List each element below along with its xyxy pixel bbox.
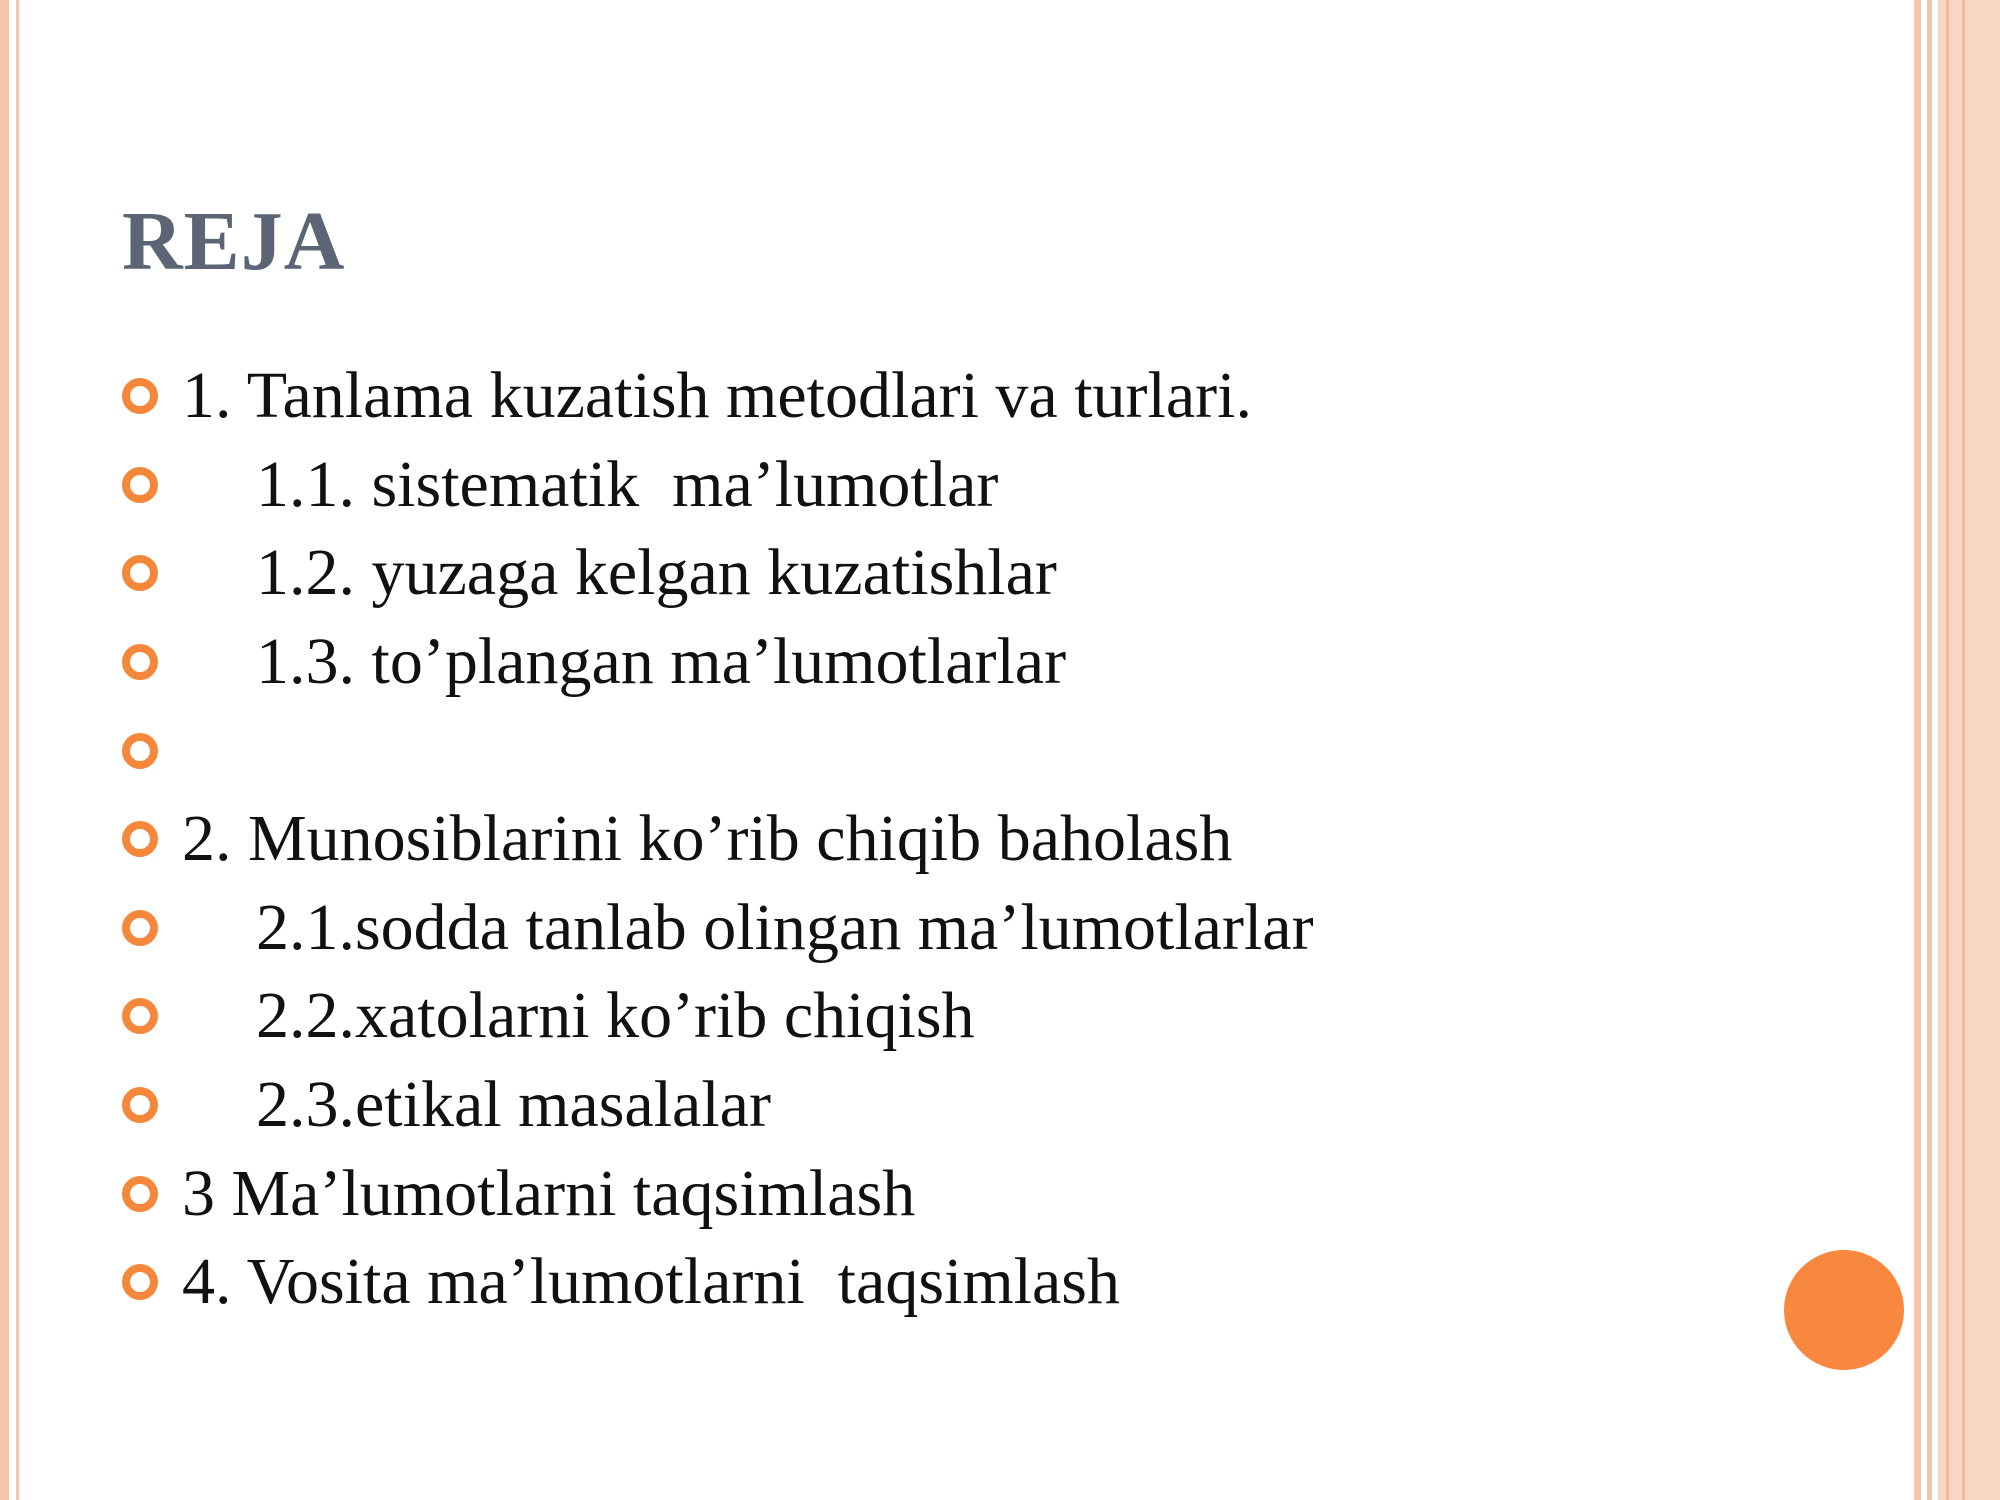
bullet-ring-icon bbox=[122, 644, 158, 680]
list-item bbox=[122, 884, 1314, 973]
bullet-ring-icon bbox=[122, 733, 158, 769]
list-item-text: 2.3.etikal masalalar bbox=[256, 1068, 771, 1142]
list-item-text: 1.3. to’plangan ma’lumotlarlar bbox=[256, 625, 1067, 699]
list-item-text: 2. Munosiblarini ko’rib chiqib baholash bbox=[182, 802, 1233, 876]
list-item bbox=[122, 972, 1314, 1061]
list-item bbox=[122, 529, 1314, 618]
list-item-text: 4. Vosita ma’lumotlarni taqsimlash bbox=[182, 1245, 1120, 1319]
bullet-ring-icon bbox=[122, 378, 158, 414]
bullet-ring-icon bbox=[122, 910, 158, 946]
list-item bbox=[122, 706, 1314, 795]
bullet-ring-icon bbox=[122, 998, 158, 1034]
bullet-ring-icon bbox=[122, 467, 158, 503]
list-item-text: 3 Ma’lumotlarni taqsimlash bbox=[182, 1156, 916, 1230]
list-item bbox=[122, 1061, 1314, 1150]
list-item bbox=[122, 618, 1314, 707]
right-border-line bbox=[1946, 0, 1949, 1500]
right-border-stripe bbox=[1927, 0, 1932, 1500]
list-item bbox=[122, 441, 1314, 530]
list-item bbox=[122, 1149, 1314, 1238]
list-item bbox=[122, 1238, 1314, 1327]
slide-title: REJA bbox=[122, 195, 346, 288]
list-item bbox=[122, 795, 1314, 884]
list-item-text: 1.2. yuzaga kelgan kuzatishlar bbox=[256, 536, 1057, 610]
bullet-ring-icon bbox=[122, 1264, 158, 1300]
list-item bbox=[122, 352, 1314, 441]
right-border-stripe bbox=[1914, 0, 1921, 1500]
list-item-text: 1. Tanlama kuzatish metodlari va turlari. bbox=[182, 359, 1252, 433]
bullet-ring-icon bbox=[122, 821, 158, 857]
bullet-ring-icon bbox=[122, 1087, 158, 1123]
left-border-stripe bbox=[0, 0, 9, 1500]
plan-list bbox=[122, 352, 1314, 1327]
bullet-ring-icon bbox=[122, 555, 158, 591]
right-border-line bbox=[1962, 0, 1965, 1500]
left-border-line bbox=[16, 0, 19, 1500]
list-item-text: 1.1. sistematik ma’lumotlar bbox=[256, 447, 999, 521]
decorative-orange-circle bbox=[1784, 1250, 1904, 1370]
bullet-ring-icon bbox=[122, 1176, 158, 1212]
list-item-text: 2.2.xatolarni ko’rib chiqish bbox=[256, 979, 975, 1053]
list-item-text: 2.1.sodda tanlab olingan ma’lumotlarlar bbox=[256, 890, 1314, 964]
